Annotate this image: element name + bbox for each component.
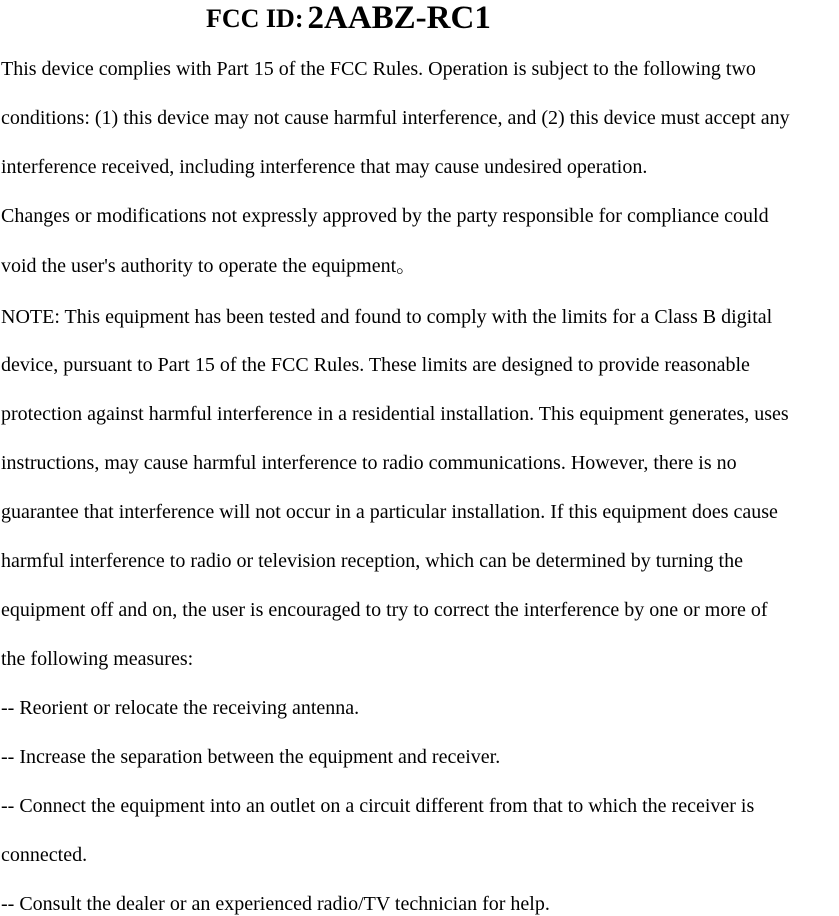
paragraph-line: interference received, including interference that may cause undesired operation. [1, 156, 648, 178]
paragraph-line: device, pursuant to Part 15 of the FCC Rules. These limits are designed to provide reasonable [1, 354, 750, 376]
list-item: -- Increase the separation between the equipment and receiver. [1, 746, 501, 768]
list-item: -- Reorient or relocate the receiving antenna. [1, 697, 360, 719]
list-item: -- Connect the equipment into an outlet on a circuit different from that to which the receiver is [1, 795, 755, 817]
paragraph-line: guarantee that interference will not occur in a particular installation. If this equipment does cause [1, 501, 778, 523]
page-title [206, 0, 491, 36]
list-item: -- Consult the dealer or an experienced radio/TV technician for help. [1, 893, 550, 915]
paragraph-line: conditions: (1) this device may not cause harmful interference, and (2) this device must accept any [1, 107, 790, 129]
paragraph-line: Changes or modifications not expressly approved by the party responsible for compliance could [1, 205, 769, 227]
paragraph-line: This device complies with Part 15 of the FCC Rules. Operation is subject to the following two [1, 58, 756, 80]
paragraph-line: harmful interference to radio or television reception, which can be determined by turning the [1, 550, 743, 572]
list-item-continuation: connected. [1, 844, 88, 866]
fcc-id-value: 2AABZ-RC1 [307, 0, 491, 36]
paragraph-line: protection against harmful interference in a residential installation. This equipment generates, uses [1, 403, 789, 425]
paragraph-line: the following measures: [1, 648, 194, 670]
paragraph-line: equipment off and on, the user is encouraged to try to correct the interference by one or more of [1, 599, 768, 621]
fcc-id-label: FCC ID: [206, 4, 304, 33]
paragraph-line: void the user's authority to operate the equipment。 [1, 255, 417, 277]
paragraph-line: NOTE: This equipment has been tested and found to comply with the limits for a Class B digital [1, 306, 773, 328]
paragraph-line: instructions, may cause harmful interference to radio communications. However, there is no [1, 452, 737, 474]
